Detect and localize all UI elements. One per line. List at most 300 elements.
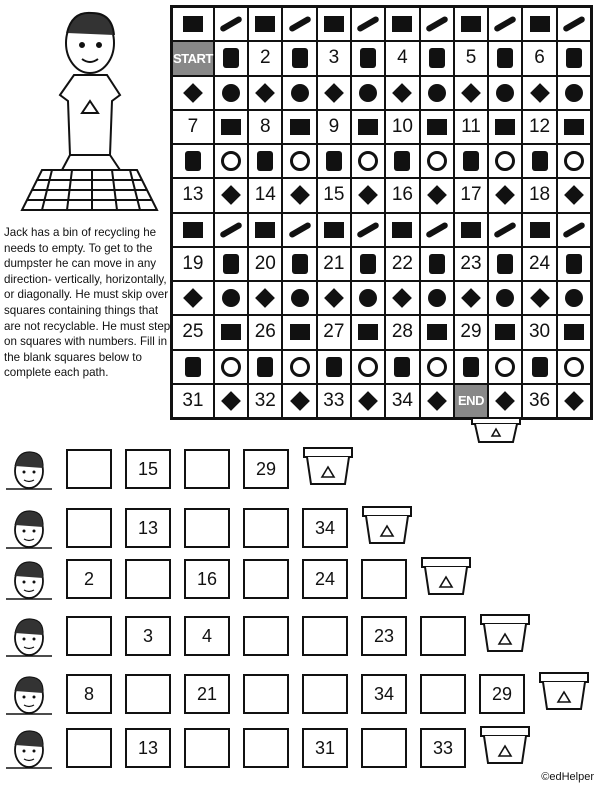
number-cell: 13 — [172, 178, 214, 212]
item-icon — [183, 288, 203, 308]
item-cell — [214, 76, 248, 110]
path-blank-box[interactable] — [184, 728, 230, 768]
path-number-box: 4 — [184, 616, 230, 656]
number-cell: 29 — [454, 315, 488, 349]
item-cell — [557, 41, 591, 75]
item-cell — [248, 213, 282, 247]
item-icon — [463, 151, 479, 171]
item-cell — [557, 281, 591, 315]
recycling-bin-icon — [302, 446, 354, 488]
item-icon — [394, 357, 410, 377]
path-blank-box[interactable] — [420, 616, 466, 656]
item-cell — [385, 281, 419, 315]
number-cell: 11 — [454, 110, 488, 144]
path-blank-box[interactable] — [184, 508, 230, 548]
item-icon — [564, 151, 584, 171]
item-cell — [282, 110, 316, 144]
item-cell — [420, 213, 454, 247]
start-cell: START — [172, 41, 214, 75]
item-icon — [392, 222, 412, 238]
item-icon — [222, 84, 240, 102]
item-icon — [292, 48, 308, 68]
item-icon — [183, 83, 203, 103]
item-icon — [428, 289, 446, 307]
item-cell — [454, 213, 488, 247]
item-icon — [221, 151, 241, 171]
item-cell — [557, 110, 591, 144]
item-icon — [223, 48, 239, 68]
item-cell — [557, 247, 591, 281]
path-number-box: 2 — [66, 559, 112, 599]
item-cell — [557, 178, 591, 212]
number-cell: 6 — [522, 41, 556, 75]
item-icon — [359, 84, 377, 102]
number-cell: 14 — [248, 178, 282, 212]
item-icon — [290, 357, 310, 377]
number-cell: 17 — [454, 178, 488, 212]
recycling-bin-icon — [420, 556, 472, 598]
item-icon — [255, 16, 275, 32]
item-cell — [385, 7, 419, 41]
path-blank-box[interactable] — [184, 449, 230, 489]
item-cell — [351, 7, 385, 41]
item-cell — [351, 247, 385, 281]
jack-face-icon — [4, 615, 54, 657]
item-icon — [495, 151, 515, 171]
item-icon — [461, 83, 481, 103]
item-icon — [463, 357, 479, 377]
item-cell — [282, 76, 316, 110]
number-cell: 19 — [172, 247, 214, 281]
item-cell — [522, 7, 556, 41]
number-cell: 34 — [385, 384, 419, 418]
item-cell — [351, 178, 385, 212]
item-cell — [282, 384, 316, 418]
item-icon — [221, 391, 241, 411]
item-icon — [393, 288, 413, 308]
item-cell — [522, 281, 556, 315]
item-icon — [183, 16, 203, 32]
item-icon — [359, 289, 377, 307]
item-cell — [172, 350, 214, 384]
item-icon — [495, 119, 515, 135]
number-cell: 25 — [172, 315, 214, 349]
path-number-box: 34 — [361, 674, 407, 714]
path-blank-box[interactable] — [420, 674, 466, 714]
item-icon — [257, 357, 273, 377]
item-cell — [282, 350, 316, 384]
item-icon — [392, 16, 412, 32]
item-icon — [358, 324, 378, 340]
maze-grid — [170, 5, 593, 420]
path-blank-box[interactable] — [243, 616, 289, 656]
end-cell: END — [454, 384, 488, 418]
number-cell: 33 — [317, 384, 351, 418]
item-cell — [282, 7, 316, 41]
item-icon — [222, 289, 240, 307]
item-cell — [351, 315, 385, 349]
item-icon — [358, 151, 378, 171]
number-cell: 31 — [172, 384, 214, 418]
number-cell: 32 — [248, 384, 282, 418]
path-number-box: 23 — [361, 616, 407, 656]
item-cell — [282, 213, 316, 247]
item-icon — [324, 16, 344, 32]
item-cell — [351, 144, 385, 178]
item-cell — [282, 281, 316, 315]
recycling-bin-icon — [361, 505, 413, 547]
path-blank-box[interactable] — [243, 728, 289, 768]
item-icon — [290, 151, 310, 171]
item-icon — [530, 288, 550, 308]
item-cell — [214, 281, 248, 315]
item-icon — [495, 391, 515, 411]
path-number-box: 29 — [479, 674, 525, 714]
item-icon — [495, 324, 515, 340]
item-icon — [493, 221, 517, 238]
item-icon — [427, 151, 447, 171]
item-icon — [530, 222, 550, 238]
item-cell — [385, 144, 419, 178]
item-cell — [317, 213, 351, 247]
item-cell — [420, 41, 454, 75]
item-icon — [257, 151, 273, 171]
item-icon — [428, 84, 446, 102]
item-cell — [420, 144, 454, 178]
item-cell — [557, 384, 591, 418]
jack-face-icon — [4, 507, 54, 549]
item-cell — [317, 7, 351, 41]
item-cell — [488, 41, 522, 75]
item-icon — [255, 288, 275, 308]
item-icon — [566, 48, 582, 68]
path-blank-box[interactable] — [361, 559, 407, 599]
item-icon — [358, 185, 378, 205]
item-cell — [248, 350, 282, 384]
item-icon — [358, 391, 378, 411]
copyright: ©edHelper — [541, 771, 594, 783]
number-cell: 9 — [317, 110, 351, 144]
number-cell: 4 — [385, 41, 419, 75]
item-icon — [427, 391, 447, 411]
item-icon — [183, 222, 203, 238]
path-blank-box[interactable] — [66, 508, 112, 548]
number-cell: 20 — [248, 247, 282, 281]
item-icon — [221, 185, 241, 205]
item-cell — [420, 178, 454, 212]
item-cell — [488, 76, 522, 110]
item-icon — [427, 185, 447, 205]
item-icon — [530, 83, 550, 103]
item-cell — [351, 350, 385, 384]
item-cell — [488, 144, 522, 178]
item-cell — [317, 76, 351, 110]
item-icon — [290, 185, 310, 205]
item-icon — [221, 324, 241, 340]
item-icon — [496, 84, 514, 102]
item-icon — [532, 357, 548, 377]
item-icon — [394, 151, 410, 171]
item-icon — [393, 83, 413, 103]
path-blank-box[interactable] — [66, 616, 112, 656]
instructions-text: Jack has a bin of recycling he needs to empty. To get to the dumpster he can move in any direction- vertically, horizontally, or diagonally. He must skip over squares containing things that are not recyclable. He must step on squares with numbers. Fill in the blank squares below to complete each path. — [4, 226, 171, 380]
item-cell — [214, 7, 248, 41]
item-icon — [564, 357, 584, 377]
path-number-box: 16 — [184, 559, 230, 599]
item-cell — [557, 76, 591, 110]
item-icon — [324, 83, 344, 103]
item-cell — [214, 247, 248, 281]
path-number-box: 13 — [125, 508, 171, 548]
recycling-bin-icon — [479, 613, 531, 655]
item-cell — [420, 384, 454, 418]
item-cell — [557, 315, 591, 349]
item-cell — [488, 350, 522, 384]
number-cell: 28 — [385, 315, 419, 349]
recycling-bin-icon — [479, 725, 531, 767]
path-blank-box[interactable] — [302, 674, 348, 714]
jack-face-icon — [4, 673, 54, 715]
item-cell — [420, 315, 454, 349]
item-cell — [488, 247, 522, 281]
item-cell — [214, 178, 248, 212]
path-blank-box[interactable] — [66, 449, 112, 489]
number-cell: 3 — [317, 41, 351, 75]
item-icon — [497, 254, 513, 274]
item-cell — [420, 247, 454, 281]
item-cell — [454, 144, 488, 178]
item-cell — [454, 350, 488, 384]
item-icon — [495, 185, 515, 205]
item-cell — [522, 350, 556, 384]
item-cell — [420, 350, 454, 384]
item-icon — [564, 185, 584, 205]
item-cell — [214, 110, 248, 144]
item-cell — [557, 213, 591, 247]
item-cell — [488, 213, 522, 247]
item-icon — [358, 119, 378, 135]
path-number-box: 24 — [302, 559, 348, 599]
item-cell — [282, 247, 316, 281]
item-cell — [172, 213, 214, 247]
item-icon — [532, 151, 548, 171]
item-icon — [564, 119, 584, 135]
item-icon — [223, 254, 239, 274]
jack-face-icon — [4, 448, 54, 490]
item-cell — [248, 76, 282, 110]
item-cell — [488, 281, 522, 315]
item-icon — [219, 16, 243, 33]
item-icon — [356, 16, 380, 33]
item-cell — [385, 350, 419, 384]
item-icon — [290, 119, 310, 135]
path-number-box: 21 — [184, 674, 230, 714]
path-blank-box[interactable] — [125, 674, 171, 714]
item-cell — [214, 213, 248, 247]
item-cell — [351, 110, 385, 144]
item-cell — [214, 384, 248, 418]
item-cell — [557, 350, 591, 384]
item-icon — [288, 221, 312, 238]
item-cell — [282, 315, 316, 349]
path-blank-box[interactable] — [243, 559, 289, 599]
item-cell — [317, 350, 351, 384]
item-icon — [496, 289, 514, 307]
item-cell — [488, 110, 522, 144]
item-cell — [454, 7, 488, 41]
path-blank-box[interactable] — [361, 728, 407, 768]
jack-face-icon — [4, 558, 54, 600]
item-cell — [522, 213, 556, 247]
item-cell — [420, 7, 454, 41]
item-icon — [360, 254, 376, 274]
item-icon — [358, 357, 378, 377]
item-cell — [454, 281, 488, 315]
item-icon — [566, 254, 582, 274]
item-icon — [185, 151, 201, 171]
item-cell — [488, 178, 522, 212]
item-cell — [557, 7, 591, 41]
item-cell — [488, 315, 522, 349]
item-icon — [461, 288, 481, 308]
path-blank-box[interactable] — [302, 616, 348, 656]
item-cell — [214, 315, 248, 349]
item-icon — [221, 357, 241, 377]
number-cell: 21 — [317, 247, 351, 281]
path-blank-box[interactable] — [66, 728, 112, 768]
item-icon — [425, 16, 449, 33]
item-cell — [385, 76, 419, 110]
item-icon — [562, 221, 586, 238]
number-cell: 15 — [317, 178, 351, 212]
number-cell: 22 — [385, 247, 419, 281]
item-cell — [488, 7, 522, 41]
item-cell — [351, 281, 385, 315]
number-cell: 5 — [454, 41, 488, 75]
jack-illustration — [12, 5, 167, 220]
path-blank-box[interactable] — [243, 508, 289, 548]
path-blank-box[interactable] — [243, 674, 289, 714]
item-icon — [324, 222, 344, 238]
item-cell — [420, 110, 454, 144]
item-cell — [317, 281, 351, 315]
number-cell: 18 — [522, 178, 556, 212]
item-icon — [427, 357, 447, 377]
item-cell — [454, 76, 488, 110]
item-cell — [172, 281, 214, 315]
number-cell: 23 — [454, 247, 488, 281]
item-cell — [351, 41, 385, 75]
item-cell — [214, 144, 248, 178]
number-cell: 27 — [317, 315, 351, 349]
number-cell: 7 — [172, 110, 214, 144]
item-cell — [282, 144, 316, 178]
number-cell: 10 — [385, 110, 419, 144]
item-cell — [557, 144, 591, 178]
item-icon — [425, 221, 449, 238]
jack-face-icon — [4, 727, 54, 769]
number-cell: 36 — [522, 384, 556, 418]
path-number-box: 8 — [66, 674, 112, 714]
path-number-box: 15 — [125, 449, 171, 489]
item-cell — [172, 7, 214, 41]
item-icon — [219, 221, 243, 238]
item-icon — [326, 357, 342, 377]
item-cell — [248, 7, 282, 41]
item-icon — [360, 48, 376, 68]
item-icon — [290, 324, 310, 340]
item-icon — [324, 288, 344, 308]
item-icon — [565, 84, 583, 102]
item-cell — [351, 213, 385, 247]
item-cell — [522, 144, 556, 178]
path-number-box: 29 — [243, 449, 289, 489]
item-cell — [214, 350, 248, 384]
item-cell — [282, 41, 316, 75]
item-cell — [248, 144, 282, 178]
item-icon — [461, 222, 481, 238]
number-cell: 24 — [522, 247, 556, 281]
number-cell: 2 — [248, 41, 282, 75]
item-icon — [461, 16, 481, 32]
path-number-box: 34 — [302, 508, 348, 548]
path-number-box: 3 — [125, 616, 171, 656]
item-icon — [497, 48, 513, 68]
item-icon — [530, 16, 550, 32]
item-icon — [326, 151, 342, 171]
path-blank-box[interactable] — [125, 559, 171, 599]
item-cell — [420, 76, 454, 110]
recycling-bin-icon — [470, 416, 522, 444]
item-cell — [522, 76, 556, 110]
item-icon — [493, 16, 517, 33]
item-icon — [291, 84, 309, 102]
item-icon — [356, 221, 380, 238]
item-cell — [248, 281, 282, 315]
item-icon — [564, 324, 584, 340]
item-icon — [255, 222, 275, 238]
item-cell — [385, 213, 419, 247]
item-icon — [185, 357, 201, 377]
item-cell — [172, 76, 214, 110]
recycling-bin-icon — [538, 671, 590, 713]
item-icon — [288, 16, 312, 33]
item-icon — [562, 16, 586, 33]
item-icon — [427, 119, 447, 135]
path-number-box: 31 — [302, 728, 348, 768]
number-cell: 12 — [522, 110, 556, 144]
item-cell — [351, 76, 385, 110]
item-icon — [292, 254, 308, 274]
item-icon — [564, 391, 584, 411]
item-icon — [495, 357, 515, 377]
item-icon — [429, 254, 445, 274]
item-icon — [291, 289, 309, 307]
item-cell — [420, 281, 454, 315]
item-icon — [429, 48, 445, 68]
number-cell: 8 — [248, 110, 282, 144]
item-icon — [221, 119, 241, 135]
item-icon — [255, 83, 275, 103]
path-number-box: 13 — [125, 728, 171, 768]
item-cell — [214, 41, 248, 75]
number-cell: 16 — [385, 178, 419, 212]
item-cell — [282, 178, 316, 212]
item-cell — [488, 384, 522, 418]
item-cell — [317, 144, 351, 178]
number-cell: 26 — [248, 315, 282, 349]
item-icon — [565, 289, 583, 307]
